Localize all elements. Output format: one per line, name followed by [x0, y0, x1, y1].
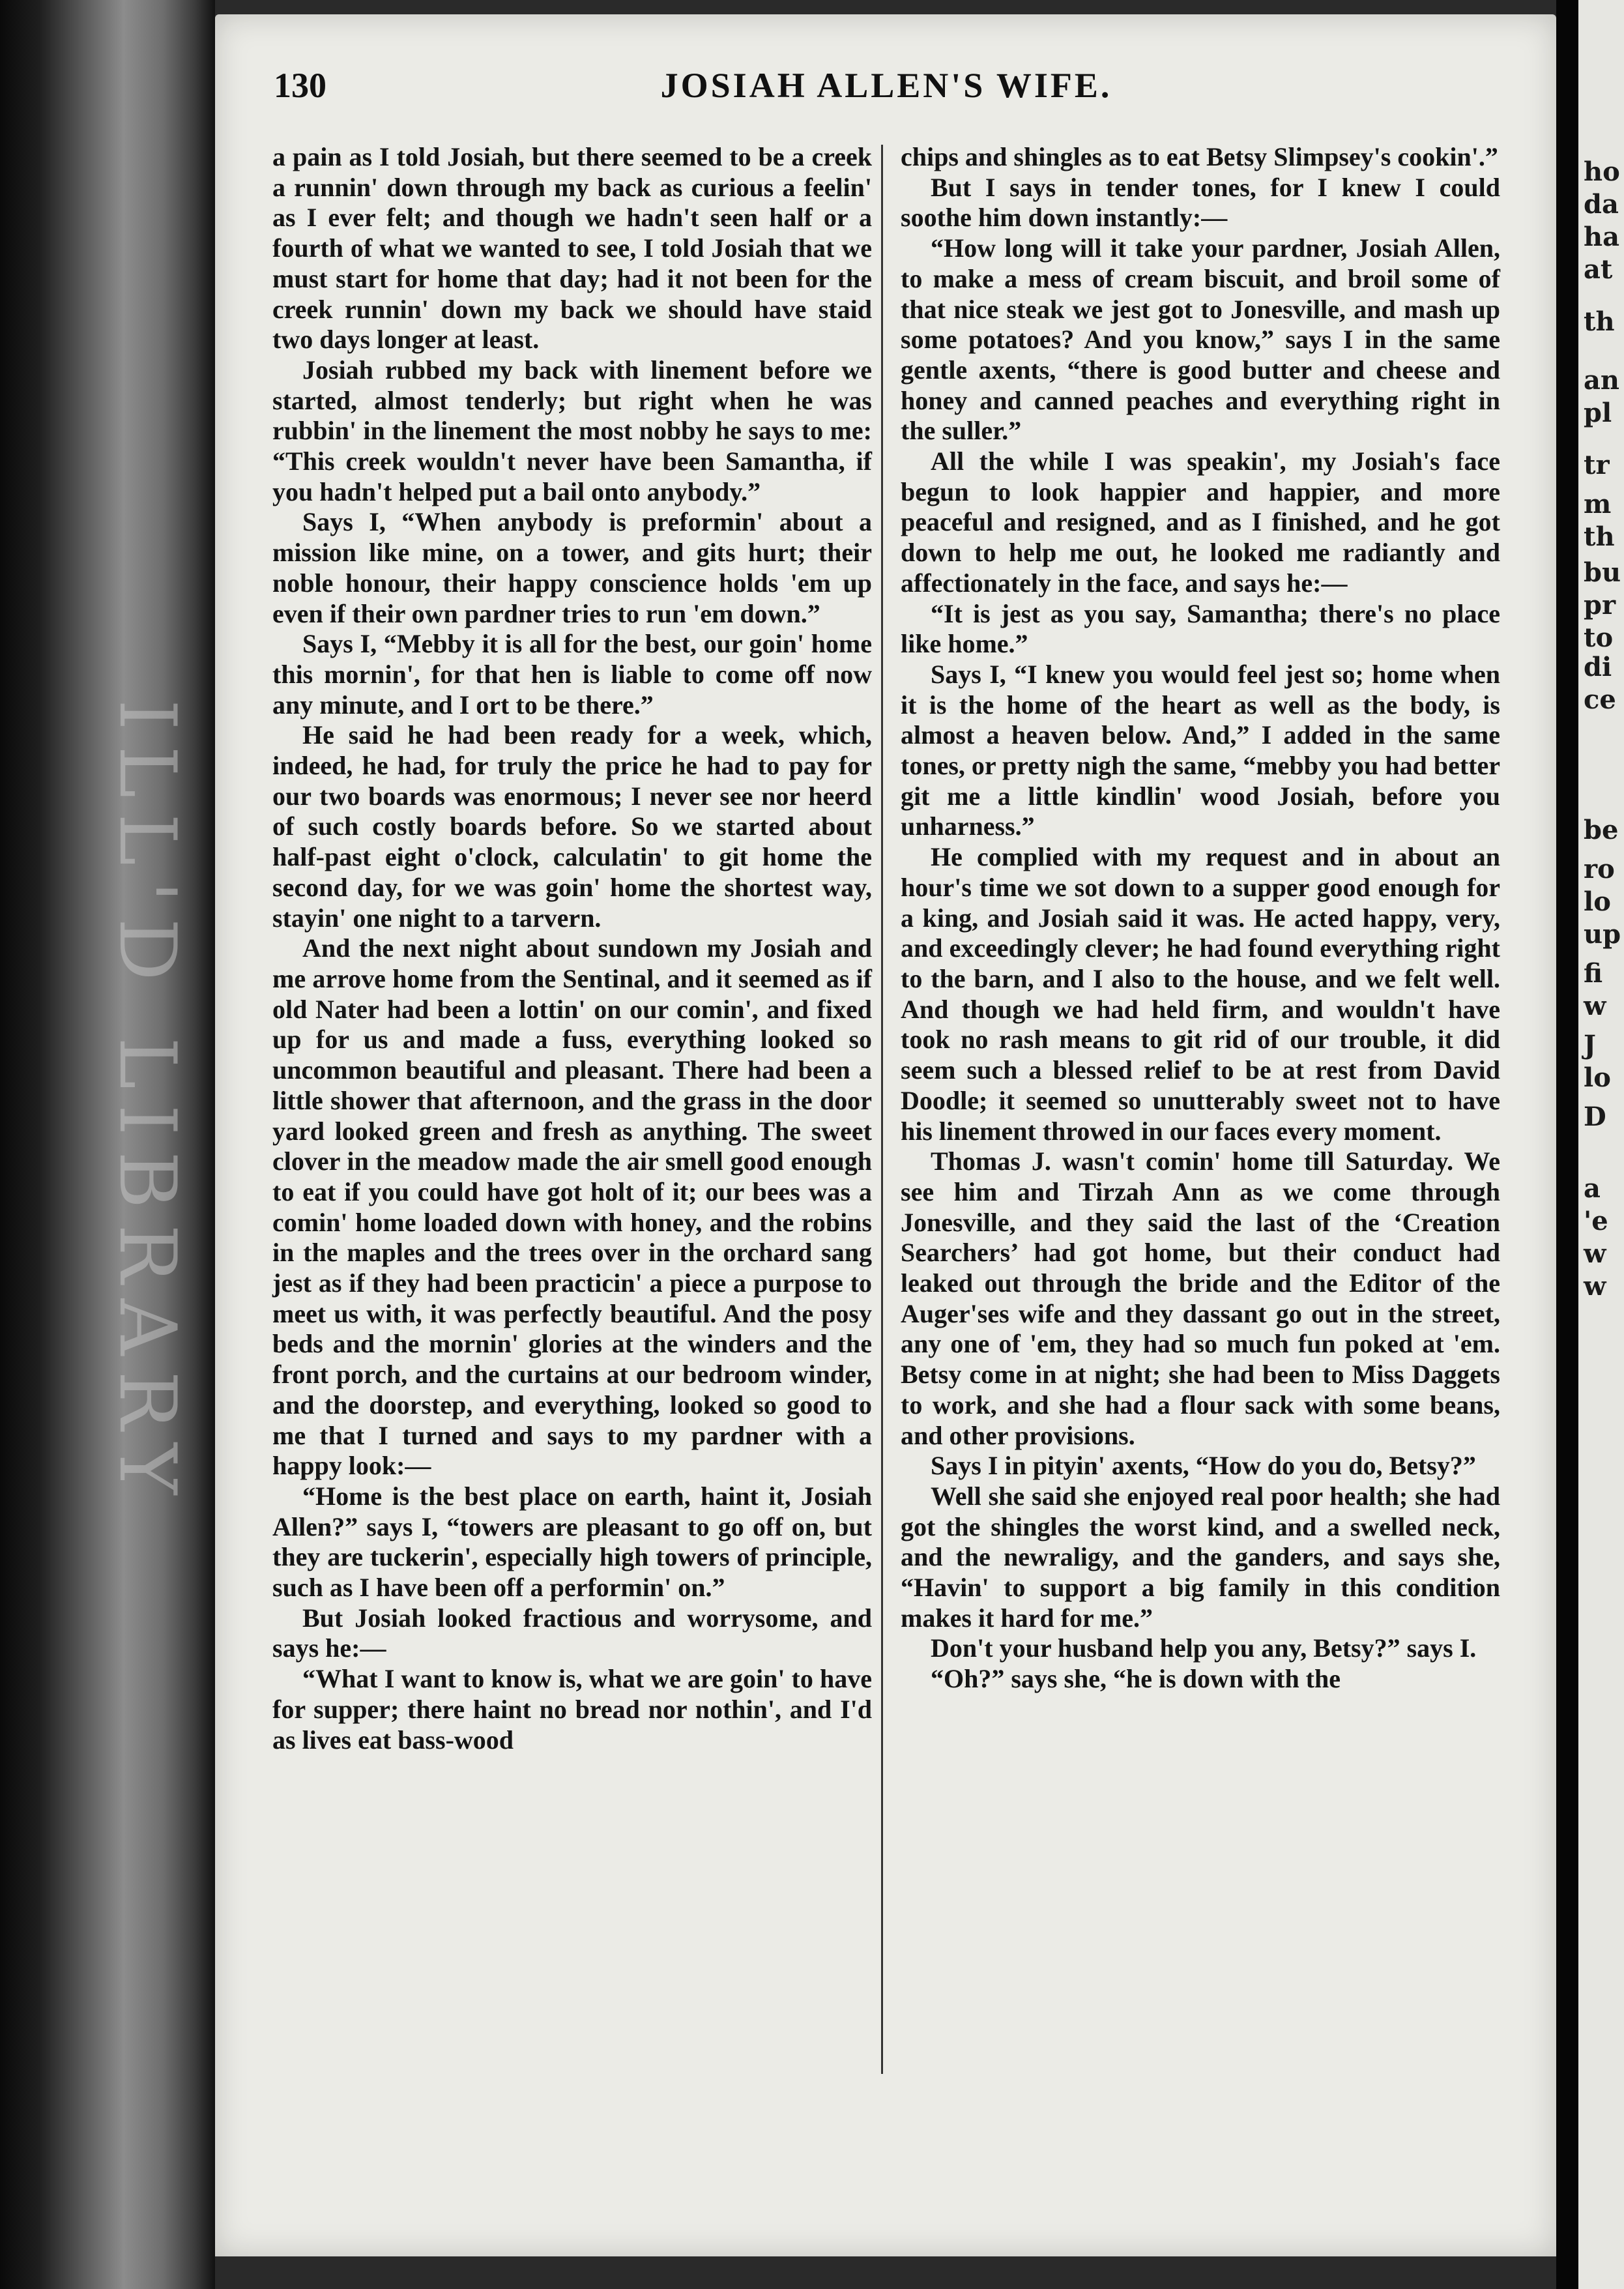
facing-page-fragment: tr	[1584, 450, 1610, 480]
paragraph: But Josiah looked fractious and worrysome, and says he:—	[272, 1603, 872, 1663]
paragraph: Thomas J. wasn't comin' home till Saturday. We see him and Tirzah Ann as we come through Jonesville, and they said the last of the ‘Creation Searchers’ had got home, but their conduct had leaked out through the bride and the Editor of the Auger'ses wife and they dassant go out in the street, any one of 'em, they had so much fun poked at 'em. Betsy come in at night; she had been to Miss Daggets to work, and she had a flour sack with some beans, and other provisions.	[901, 1146, 1500, 1450]
paragraph: chips and shingles as to eat Betsy Slimpsey's cookin'.”	[901, 142, 1498, 171]
facing-page-fragment: D	[1584, 1101, 1606, 1132]
paragraph: “Oh?” says she, “he is down with the	[931, 1664, 1341, 1694]
paragraph: “It is jest as you say, Samantha; there's no place like home.”	[901, 598, 1500, 659]
facing-page-fragment: ho	[1584, 156, 1620, 187]
facing-page-fragment: lo	[1584, 1062, 1611, 1093]
paragraph: He complied with my request and in about an hour's time we sot down to a supper good enough for a king, and Josiah said it was. He acted happy, very, and exceedingly clever; he had found everything right to the barn, and I also to the house, and we felt well. And though we had held firm, and wouldn't have took no rash means to git rid of our trouble, it did seem such a blessed relief to be at rest from David Doodle; it seemed so unutterably sweet not to have his linement throwed in our faces every moment.	[901, 842, 1500, 1146]
facing-page-fragment: lo	[1584, 886, 1611, 917]
paragraph: He said he had been ready for a week, which, indeed, he had, for truly the price he had to pay for our two boards was enormous; I never see nor heerd of such costly boards before. So we started about half-past eight o'clock, calculatin' to git home the second day, for we was goin' home the shortest way, stayin' one night to a tarvern.	[272, 720, 872, 933]
paragraph: Josiah rubbed my back with linement before we started, almost tenderly; but right when he was rubbin' in the linement the most nobby he says to me: “This creek wouldn't never have been Samantha, if you hadn't helped put a bail onto anybody.”	[272, 355, 872, 506]
facing-page-fragment: to	[1584, 622, 1614, 653]
facing-page-fragment: da	[1584, 189, 1619, 220]
facing-page-fragment: th	[1584, 521, 1615, 552]
facing-page-fragment: pr	[1584, 590, 1616, 620]
facing-page-fragment: m	[1584, 489, 1612, 519]
facing-page-fragment: be	[1584, 815, 1619, 845]
book-page	[215, 14, 1556, 2256]
facing-page-fragment: w	[1584, 1271, 1606, 1302]
facing-page-fragment: w	[1584, 991, 1606, 1021]
page-header	[274, 65, 1499, 130]
paragraph: Says I in pityin' axents, “How do you do, Betsy?”	[931, 1451, 1476, 1481]
facing-page-fragment: pl	[1584, 398, 1612, 428]
facing-page-fragment: ce	[1584, 684, 1616, 715]
left-column	[272, 142, 872, 2104]
paragraph: All the while I was speakin', my Josiah's face begun to look happier and happier, and more peaceful and resigned, and as I finished, and he got down to help me out, he looked me radiantly and affectionately in the face, and says he:—	[901, 446, 1500, 598]
paragraph: “How long will it take your pardner, Josiah Allen, to make a mess of cream biscuit, and broil some of that nice steak we jest got to Jonesville, and mash up some potatoes? And you know,” says I in the same gentle axents, “there is good butter and cheese and honey and canned peaches and everything right in the suller.”	[901, 233, 1500, 446]
facing-page-fragment: at	[1584, 254, 1613, 285]
paragraph: “Home is the best place on earth, haint it, Josiah Allen?” says I, “towers are pleasant to go off on, but they are tuckerin', especially high towers of principle, such as I have been off a performin' on.”	[272, 1481, 872, 1603]
facing-page-fragment: an	[1584, 365, 1619, 396]
facing-page-fragment: ha	[1584, 222, 1619, 252]
running-head: JOSIAH ALLEN'S WIFE.	[660, 66, 1112, 105]
paragraph: “What I want to know is, what we are goin' to have for supper; there haint no bread nor nothin', and I'd as lives eat bass-wood	[272, 1664, 872, 1755]
spine-library-label: ILL'D LIBRARY	[102, 699, 192, 1511]
facing-page-fragment: fi	[1584, 958, 1603, 989]
paragraph: Don't your husband help you any, Betsy?” says I.	[931, 1633, 1477, 1663]
right-column	[901, 142, 1500, 2104]
paragraph: And the next night about sundown my Josiah and me arrove home from the Sentinal, and it seemed as if old Nater had been a lottin' on our comin', and fixed up for us and made a fuss, everything looked so uncommon beautiful and pleasant. There had been a little shower that afternoon, and the grass in the door yard looked green and fresh as anything. The sweet clover in the meadow made the air smell good enough to eat if you could have got holt of it; our bees was a comin' home loaded down with honey, and the robins in the maples and the trees over in the orchard sang jest as if they had been practicin' a piece a purpose to meet us with, it was perfectly beautiful. And the posy beds and the mornin' glories at the winders and the front porch, and the curtains at our bedroom winder, and the doorstep, and everything, looked so good to me that I turned and says to my pardner with a happy look:—	[272, 933, 872, 1481]
facing-page-fragment: ro	[1584, 854, 1615, 884]
paragraph: Says I, “Mebby it is all for the best, our goin' home this mornin', for that hen is liable to come off now any minute, and I ort to be there.”	[272, 629, 872, 720]
paragraph: Says I, “When anybody is preformin' about a mission like mine, on a tower, and gits hurt; their noble honour, their happy conscience holds 'em up even if their own pardner tries to run 'em down.”	[272, 507, 872, 628]
facing-page-fragment: a	[1584, 1173, 1601, 1204]
facing-page-fragment: up	[1584, 919, 1621, 950]
page-number: 130	[274, 66, 326, 105]
facing-page-edge	[1578, 0, 1624, 2289]
facing-page-fragment: di	[1584, 652, 1612, 682]
facing-page-fragment: 'e	[1584, 1206, 1608, 1236]
facing-page-fragment: w	[1584, 1238, 1606, 1269]
paragraph: a pain as I told Josiah, but there seemed to be a creek a runnin' down through my back as curious a feelin' as I ever felt; and though we hadn't seen half or a fourth of what we wanted to see, I told Josiah that we must start for home that day; had it not been for the creek runnin' down my back we should have staid two days longer at least.	[272, 142, 872, 355]
facing-page-fragment: J	[1584, 1030, 1596, 1060]
facing-page-fragment: th	[1584, 306, 1615, 337]
page-gutter	[1556, 0, 1578, 2289]
paragraph: Says I, “I knew you would feel jest so; home when it is the home of the heart as well as the body, is almost a heaven below. And,” I added in the same tones, or pretty nigh the same, “mebby you had better git me a little kindlin' wood Josiah, before you unharness.”	[901, 659, 1500, 841]
paragraph: Well she said she enjoyed real poor health; she had got the shingles the worst kind, and a swelled neck, and the newraligy, and the ganders, and says she, “Havin' to support a big family in this condition makes it hard for me.”	[901, 1481, 1500, 1633]
facing-page-fragment: bu	[1584, 557, 1621, 588]
paragraph: But I says in tender tones, for I knew I could soothe him down instantly:—	[901, 172, 1500, 233]
book-spine	[0, 0, 215, 2289]
column-divider	[881, 145, 883, 2074]
